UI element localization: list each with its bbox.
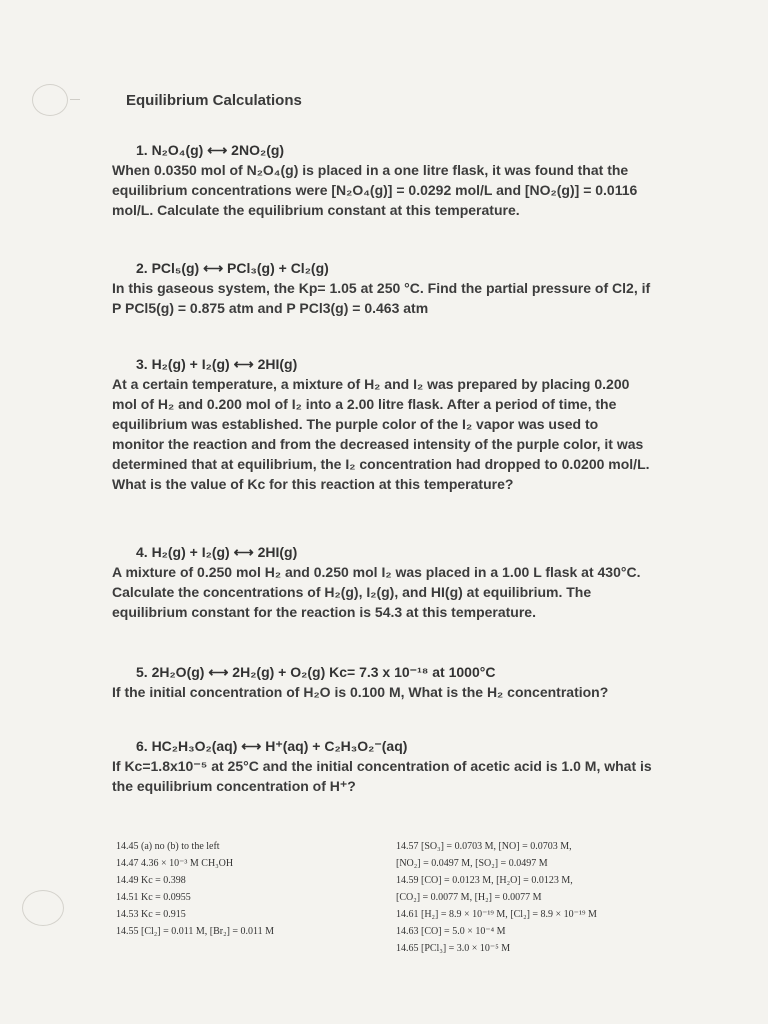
page-title: Equilibrium Calculations <box>126 92 302 109</box>
problem-equation: 4. H₂(g) + I₂(g) ⟷ 2HI(g) <box>136 544 298 560</box>
problem-text: In this gaseous system, the Kp= 1.05 at 250 °C. Find the partial pressure of Cl2, if P PCl5(g) = 0.875 atm and P PCl3(g) = 0.463 atm <box>112 280 651 316</box>
answer-line: 14.47 4.36 × 10⁻³ M CH₃OH <box>116 858 234 869</box>
answer-key-left <box>116 838 356 940</box>
answer-line: 14.51 Kc = 0.0955 <box>116 892 191 903</box>
answer-line: 14.63 [CO] = 5.0 × 10⁻⁴ M <box>396 926 506 937</box>
answer-line: 14.65 [PCl₃] = 3.0 × 10⁻⁵ M <box>396 943 511 954</box>
answer-line: 14.53 Kc = 0.915 <box>116 909 186 920</box>
problem-2 <box>112 258 652 318</box>
problem-3 <box>112 354 652 494</box>
hole-punch-mark <box>22 890 64 926</box>
problem-text: At a certain temperature, a mixture of H₂ and I₂ was prepared by placing 0.200 mol of H₂ and 0.200 mol of I₂ into a 2.00 litre flask. After a period of time, the equilibrium was established. The purple color of the I₂ vapor was used to monitor the reaction and from the decreased intensity of the purple color, it was determined that at equilibrium, the I₂ concentration had dropped to 0.0200 mol/L. What is the value of Kc for this reaction at this temperature? <box>112 376 650 492</box>
answer-line: 14.59 [CO] = 0.0123 M, [H₂O] = 0.0123 M, <box>396 875 573 886</box>
scan-mark <box>70 99 80 100</box>
problem-5 <box>112 662 652 702</box>
answer-line: 14.49 Kc = 0.398 <box>116 875 186 886</box>
answer-line: 14.55 [Cl₂] = 0.011 M, [Br₂] = 0.011 M <box>116 926 275 937</box>
problem-equation: 6. HC₂H₃O₂(aq) ⟷ H⁺(aq) + C₂H₃O₂⁻(aq) <box>136 738 408 754</box>
problem-equation: 5. 2H₂O(g) ⟷ 2H₂(g) + O₂(g) Kc= 7.3 x 10⁻¹⁸ at 1000°C <box>136 664 496 680</box>
answer-key-right <box>396 838 726 957</box>
problem-1 <box>112 140 652 220</box>
answer-line: 14.45 (a) no (b) to the left <box>116 841 220 852</box>
problem-equation: 3. H₂(g) + I₂(g) ⟷ 2HI(g) <box>136 356 298 372</box>
problem-text: If Kc=1.8x10⁻⁵ at 25°C and the initial concentration of acetic acid is 1.0 M, what is the equilibrium concentration of H⁺? <box>112 758 652 794</box>
problem-text: When 0.0350 mol of N₂O₄(g) is placed in a one litre flask, it was found that the equilibrium concentrations were [N₂O₄(g)] = 0.0292 mol/L and [NO₂(g)] = 0.0116 mol/L. Calculate the equilibrium constant at this temperature. <box>112 162 638 218</box>
answer-line: [NO₂] = 0.0497 M, [SO₂] = 0.0497 M <box>396 858 548 869</box>
answer-line: [CO₂] = 0.0077 M, [H₂] = 0.0077 M <box>396 892 542 903</box>
problem-equation: 2. PCl₅(g) ⟷ PCl₃(g) + Cl₂(g) <box>136 260 329 276</box>
answer-line: 14.61 [H₂] = 8.9 × 10⁻¹⁹ M, [Cl₂] = 8.9 × 10⁻¹⁹ M <box>396 909 597 920</box>
problem-text: A mixture of 0.250 mol H₂ and 0.250 mol I₂ was placed in a 1.00 L flask at 430°C. Calculate the concentrations of H₂(g), I₂(g), and HI(g) at equilibrium. The equilibrium constant for the reaction is 54.3 at this temperature. <box>112 564 641 620</box>
answer-line: 14.57 [SO₃] = 0.0703 M, [NO] = 0.0703 M, <box>396 841 572 852</box>
problem-6 <box>112 736 652 796</box>
hole-punch-mark <box>32 84 68 116</box>
problem-text: If the initial concentration of H₂O is 0.100 M, What is the H₂ concentration? <box>112 684 609 700</box>
problem-equation: 1. N₂O₄(g) ⟷ 2NO₂(g) <box>136 142 285 158</box>
problem-4 <box>112 542 652 622</box>
